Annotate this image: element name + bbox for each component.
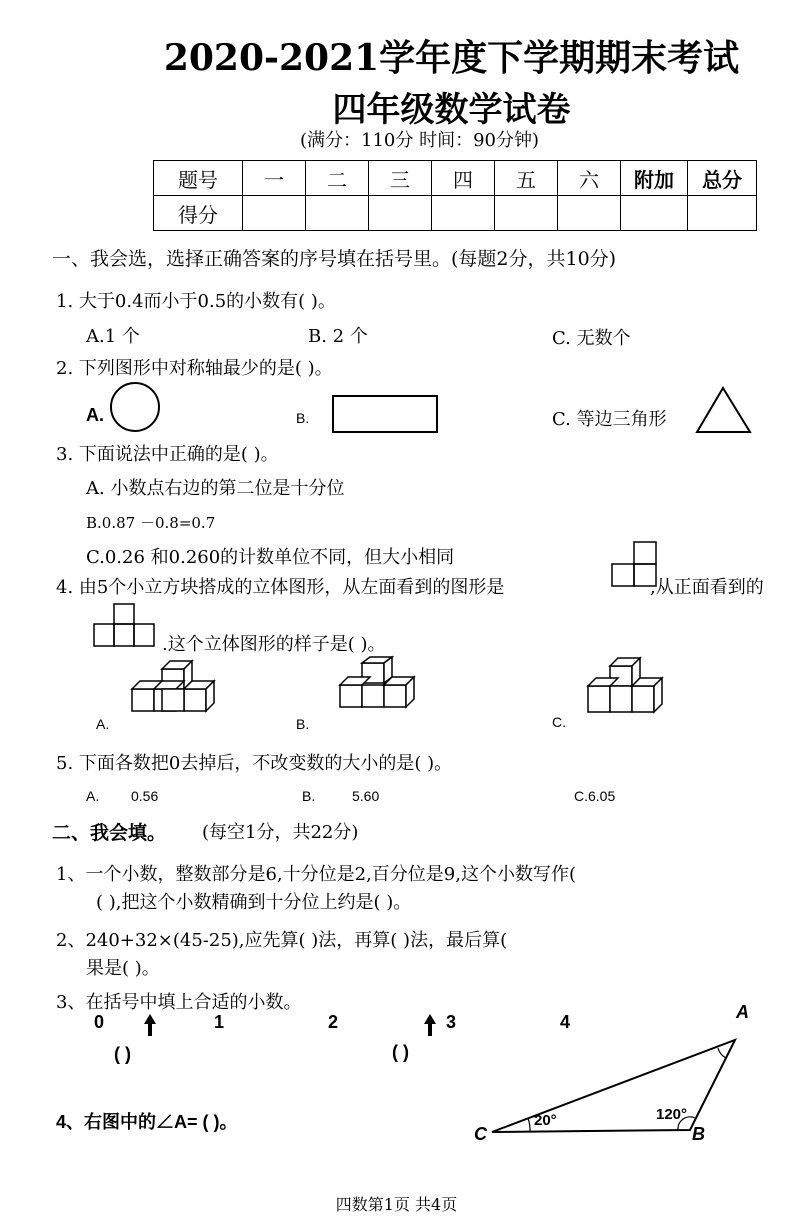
question-2-4: 4、右图中的∠A= ( )。	[56, 1112, 238, 1132]
option-b: B.0.87 －0.8=0.7	[86, 514, 216, 532]
score-cell: 附加	[621, 161, 688, 196]
front-view-figure	[92, 602, 164, 650]
numberline-label: 1	[214, 1012, 225, 1032]
option-a-value: 0.56	[131, 788, 159, 804]
score-input-cell[interactable]	[432, 196, 495, 231]
exam-subject-title: 四年级数学试卷	[332, 90, 571, 130]
score-label-cell: 得分	[154, 196, 243, 231]
cube-figure-c	[584, 656, 680, 718]
option-b: B.	[296, 410, 310, 426]
answer-blank[interactable]: ( )	[114, 1044, 131, 1064]
page-footer: 四数第1页 共4页	[335, 1195, 458, 1214]
triangle-figure	[470, 1030, 760, 1150]
option-c: C. 无数个	[552, 328, 631, 349]
question-1-4: 4. 由5个小立方块搭成的立体图形，从左面看到的图形是	[56, 577, 505, 598]
option-a: A.1 个	[86, 326, 140, 347]
option-a: A.	[96, 716, 110, 732]
option-b-value: 5.60	[352, 788, 380, 804]
question-2-2-cont: 果是( )。	[86, 958, 160, 979]
cube-figure-a	[126, 655, 222, 717]
question-2-1: 1、一个小数，整数部分是6,十分位是2,百分位是9,这个小数写作(	[56, 864, 576, 885]
score-table-score-row	[154, 196, 757, 231]
score-cell: 四	[432, 161, 495, 196]
question-2-1-cont: ( ),把这个小数精确到十分位上约是( )。	[96, 892, 412, 913]
option-b: B.	[296, 716, 310, 732]
triangle-shape	[696, 386, 752, 434]
option-b: B.	[302, 788, 316, 804]
vertex-b-label: B	[692, 1124, 705, 1144]
answer-blank[interactable]: ( )	[392, 1042, 409, 1062]
rectangle-shape	[332, 395, 438, 433]
question-2-2: 2、240+32×(45-25),应先算( )法，再算( )法，最后算(	[56, 930, 508, 951]
score-cell: 总分	[688, 161, 757, 196]
section2-scoring: (每空1分，共22分)	[202, 822, 359, 843]
question-2-3: 3、在括号中填上合适的小数。	[56, 992, 302, 1013]
vertex-c-label: C	[474, 1124, 487, 1144]
question-1-1: 1. 大于0.4而小于0.5的小数有( )。	[56, 291, 336, 312]
option-c: C.6.05	[574, 788, 616, 804]
score-cell: 一	[243, 161, 306, 196]
angle-c-label: 20°	[534, 1112, 557, 1129]
score-input-cell[interactable]	[495, 196, 558, 231]
up-arrow-icon	[142, 1012, 158, 1038]
score-input-cell[interactable]	[558, 196, 621, 231]
score-cell: 二	[306, 161, 369, 196]
circle-shape	[110, 382, 162, 434]
section1-heading: 一、我会选，选择正确答案的序号填在括号里。(每题2分，共10分)	[52, 248, 617, 270]
numberline-label: 2	[328, 1012, 339, 1032]
score-table-header-row	[154, 161, 757, 196]
angle-b-label: 120°	[656, 1106, 688, 1123]
option-a: A.	[86, 788, 100, 804]
option-c: C.0.26 和0.260的计数单位不同，但大小相同	[86, 547, 455, 568]
exam-title: 2020-2021学年度下学期期末考试	[163, 37, 740, 79]
score-input-cell[interactable]	[243, 196, 306, 231]
score-cell: 题号	[154, 161, 243, 196]
option-c: C.	[552, 714, 566, 730]
score-cell: 三	[369, 161, 432, 196]
question-1-5: 5. 下面各数把0去掉后，不改变数的大小的是( )。	[56, 753, 453, 774]
score-cell: 六	[558, 161, 621, 196]
question-1-2: 2. 下列图形中对称轴最少的是( )。	[56, 358, 333, 379]
numberline-label: 4	[560, 1012, 571, 1032]
score-input-cell[interactable]	[621, 196, 688, 231]
score-input-cell[interactable]	[306, 196, 369, 231]
option-a: A. 小数点右边的第二位是十分位	[86, 478, 345, 499]
option-c: C. 等边三角形	[552, 409, 667, 430]
question-1-4-ask: .这个立体图形的样子是( )。	[162, 634, 386, 655]
score-table	[153, 160, 757, 231]
score-input-cell[interactable]	[688, 196, 757, 231]
exam-info: (满分：110分 时间：90分钟)	[300, 130, 540, 151]
up-arrow-icon	[422, 1012, 438, 1038]
score-input-cell[interactable]	[369, 196, 432, 231]
score-cell: 五	[495, 161, 558, 196]
numberline-label: 0	[94, 1012, 105, 1032]
cube-figure-b	[334, 655, 424, 717]
numberline-label: 3	[446, 1012, 457, 1032]
option-a: A.	[86, 405, 104, 425]
option-b: B. 2 个	[308, 326, 368, 347]
question-1-3: 3. 下面说法中正确的是( )。	[56, 444, 279, 465]
section2-heading: 二、我会填。	[52, 822, 167, 844]
vertex-a-label: A	[736, 1002, 749, 1022]
question-1-4-cont: ,从正面看到的	[650, 577, 764, 598]
